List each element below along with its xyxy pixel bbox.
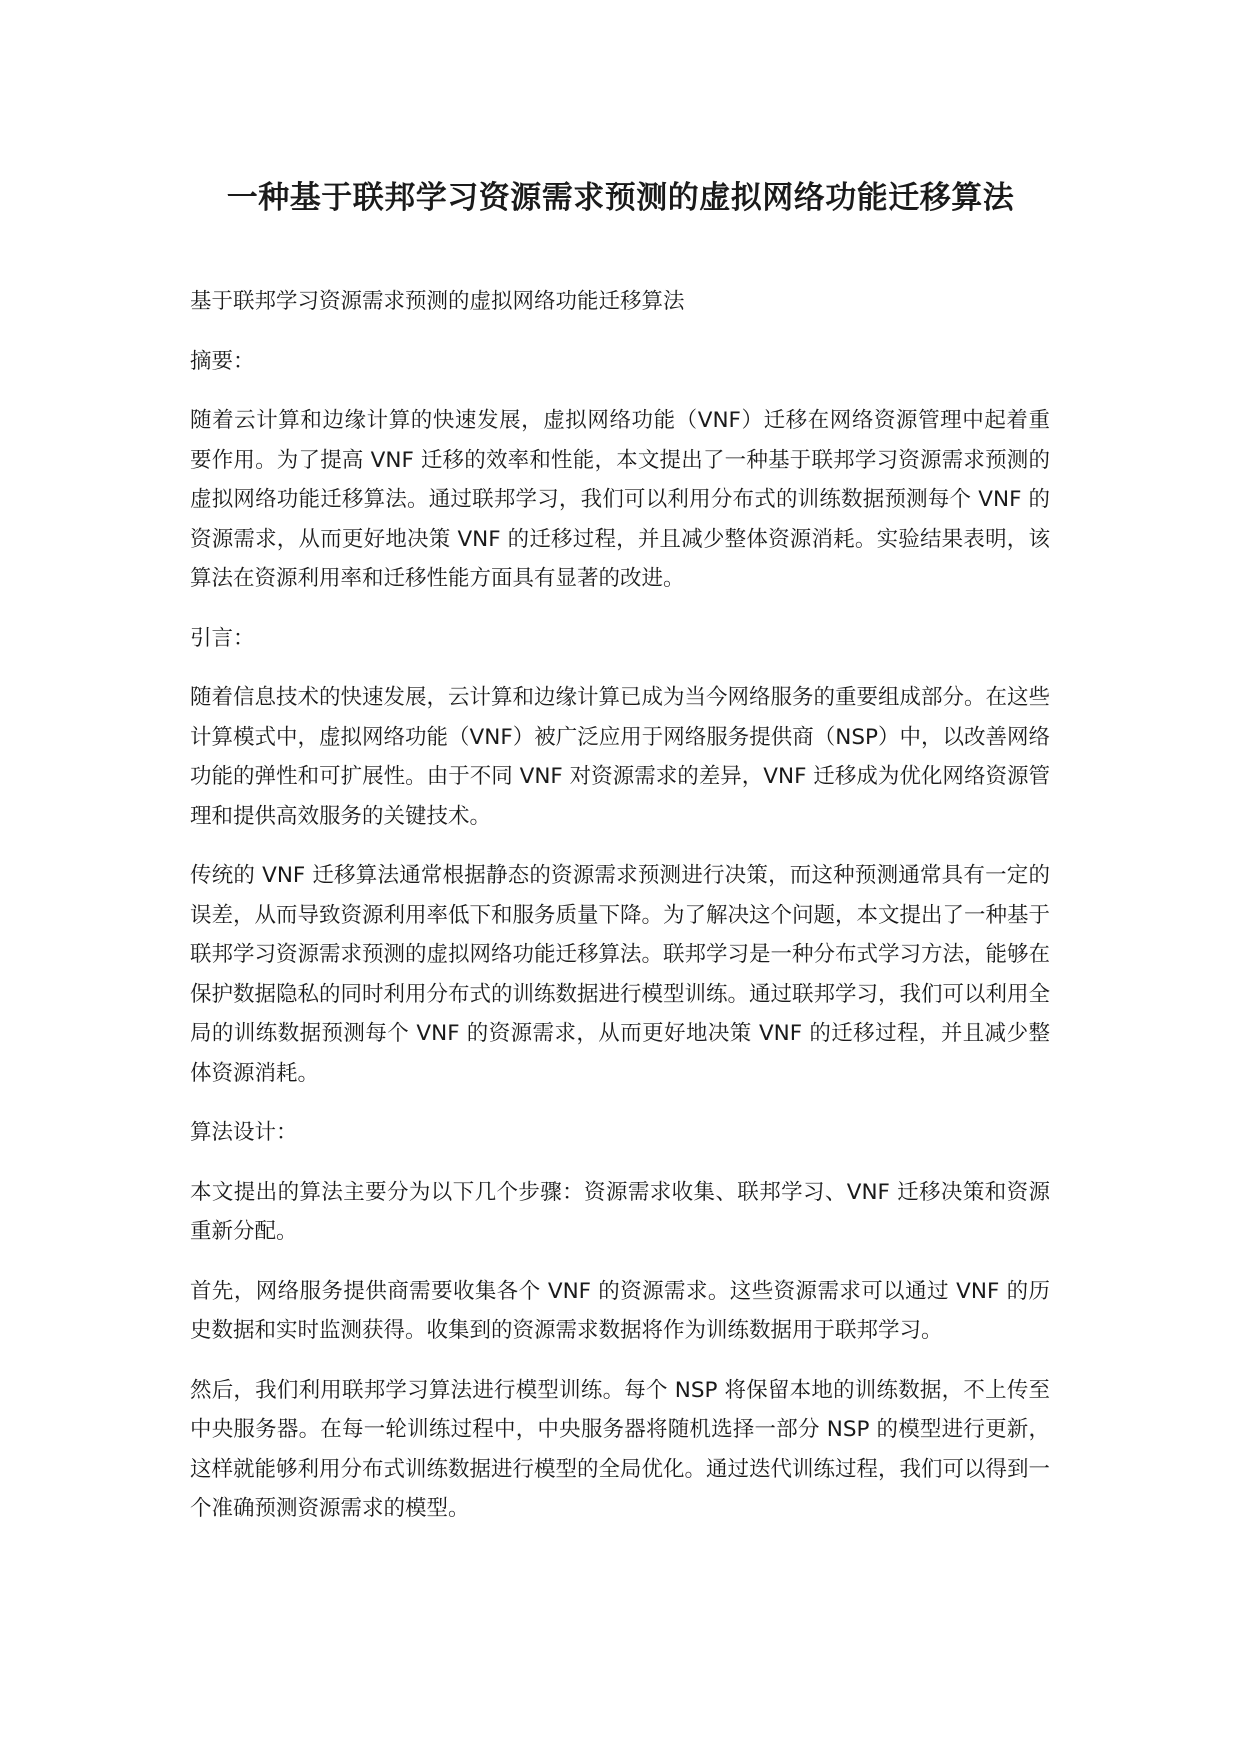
step-training-paragraph: 然后，我们利用联邦学习算法进行模型训练。每个 NSP 将保留本地的训练数据，不上传至中央服务器。在每一轮训练过程中，中央服务器将随机选择一部分 NSP 的模型进行更新，这样就能够利用分布式训练数据进行模型的全局优化。通过迭代训练过程，我们可以得到一个准确预测资源需求的模型。 [190,1377,1051,1521]
algorithm-design-heading: 算法设计： [190,1120,298,1145]
abstract-paragraph: 随着云计算和边缘计算的快速发展，虚拟网络功能（VNF）迁移在网络资源管理中起着重要作用。为了提高 VNF 迁移的效率和性能，本文提出了一种基于联邦学习资源需求预测的虚拟网络功能迁移算法。通过联邦学习，我们可以利用分布式的训练数据预测每个 VNF 的资源需求，从而更好地决策 VNF 的迁移过程，并且减少整体资源消耗。实验结果表明，该算法在资源利用率和迁移性能方面具有显著的改进。 [190,408,1050,591]
abstract-heading: 摘要： [190,348,255,374]
step-collect-paragraph: 首先，网络服务提供商需要收集各个 VNF 的资源需求。这些资源需求可以通过 VNF 的历史数据和实时监测获得。收集到的资源需求数据将作为训练数据用于联邦学习。 [190,1278,1050,1343]
document-body [190,282,1050,1549]
document-title: 一种基于联邦学习资源需求预测的虚拟网络功能迁移算法 [226,180,1015,216]
algorithm-steps-paragraph: 本文提出的算法主要分为以下几个步骤：资源需求收集、联邦学习、VNF 迁移决策和资源重新分配。 [190,1179,1050,1244]
subtitle-paragraph: 基于联邦学习资源需求预测的虚拟网络功能迁移算法 [190,289,685,314]
introduction-heading: 引言： [190,625,255,651]
introduction-paragraph-1: 随着信息技术的快速发展，云计算和边缘计算已成为当今网络服务的重要组成部分。在这些计算模式中，虚拟网络功能（VNF）被广泛应用于网络服务提供商（NSP）中，以改善网络功能的弹性和可扩展性。由于不同 VNF 对资源需求的差异，VNF 迁移成为优化网络资源管理和提供高效服务的关键技术。 [190,685,1051,829]
introduction-paragraph-2: 传统的 VNF 迁移算法通常根据静态的资源需求预测进行决策，而这种预测通常具有一定的误差，从而导致资源利用率低下和服务质量下降。为了解决这个问题，本文提出了一种基于联邦学习资源需求预测的虚拟网络功能迁移算法。联邦学习是一种分布式学习方法，能够在保护数据隐私的同时利用分布式的训练数据进行模型训练。通过联邦学习，我们可以利用全局的训练数据预测每个 VNF 的资源需求，从而更好地决策 VNF 的迁移过程，并且减少整体资源消耗。 [190,863,1051,1086]
